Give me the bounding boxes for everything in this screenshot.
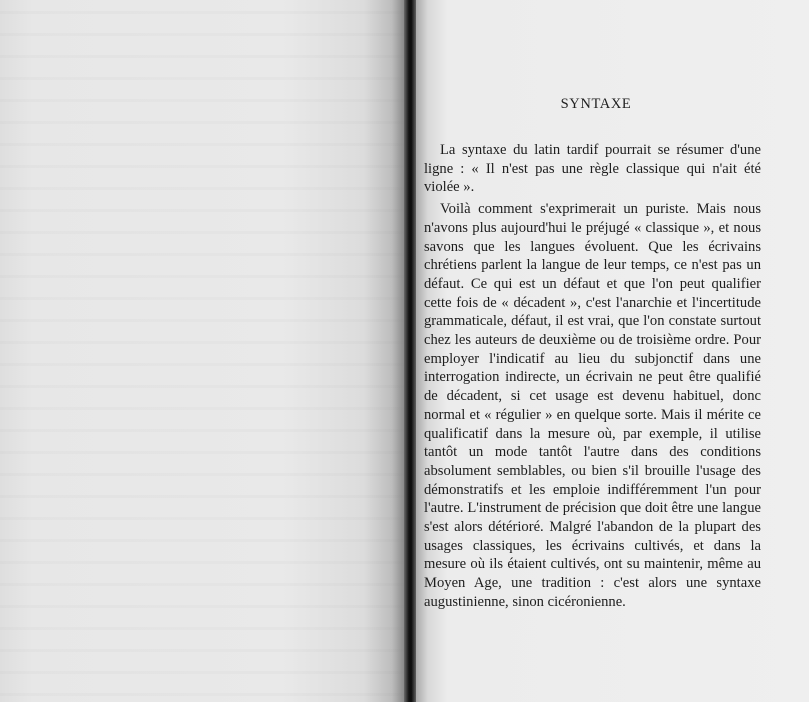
paragraph-1: La syntaxe du latin tardif pourrait se résumer d'une ligne : « Il n'est pas une règle classique qui n'ait été violée ». bbox=[424, 142, 761, 196]
page-heading: SYNTAXE bbox=[560, 96, 632, 112]
bleed-through-texture bbox=[0, 0, 404, 702]
book-gutter bbox=[404, 0, 416, 702]
page-body bbox=[424, 141, 761, 612]
left-page bbox=[0, 0, 404, 702]
paragraph-2: Voilà comment s'exprimerait un puriste. Mais nous n'avons plus aujourd'hui le préjugé « classique », et nous savons que les langues évoluent. Que les écrivains chrétiens parlent la langue de leur temps, ce n'est pas un défaut. Ce qui est un défaut et que l'on peut qualifier cette fois de « décadent », c'est l'anarchie et l'incertitude grammaticale, défaut, il est vrai, que l'on constate surtout chez les auteurs de deuxième ou de troisième ordre. Pour employer l'indicatif au lieu du subjonctif dans une interrogation indirecte, un écrivain ne peut être qualifié de décadent, si cet usage est devenu habituel, donc normal et « régulier » en quelque sorte. Mais il mérite ce qualificatif dans la mesure où, par exemple, il utilise tantôt un mode tantôt l'autre dans des conditions absolument semblables, ou bien s'il brouille l'usage des démonstratifs et les emploie indifféremment l'un pour l'autre. L'instrument de précision que doit être une langue s'est alors détérioré. Malgré l'abandon de la plupart des usages classiques, les écrivains cultivés, et dans la mesure où ils étaient cultivés, ont su maintenir, même au Moyen Age, une tradition : c'est alors une syntaxe augustinienne, sinon cicéronienne. bbox=[424, 201, 761, 610]
